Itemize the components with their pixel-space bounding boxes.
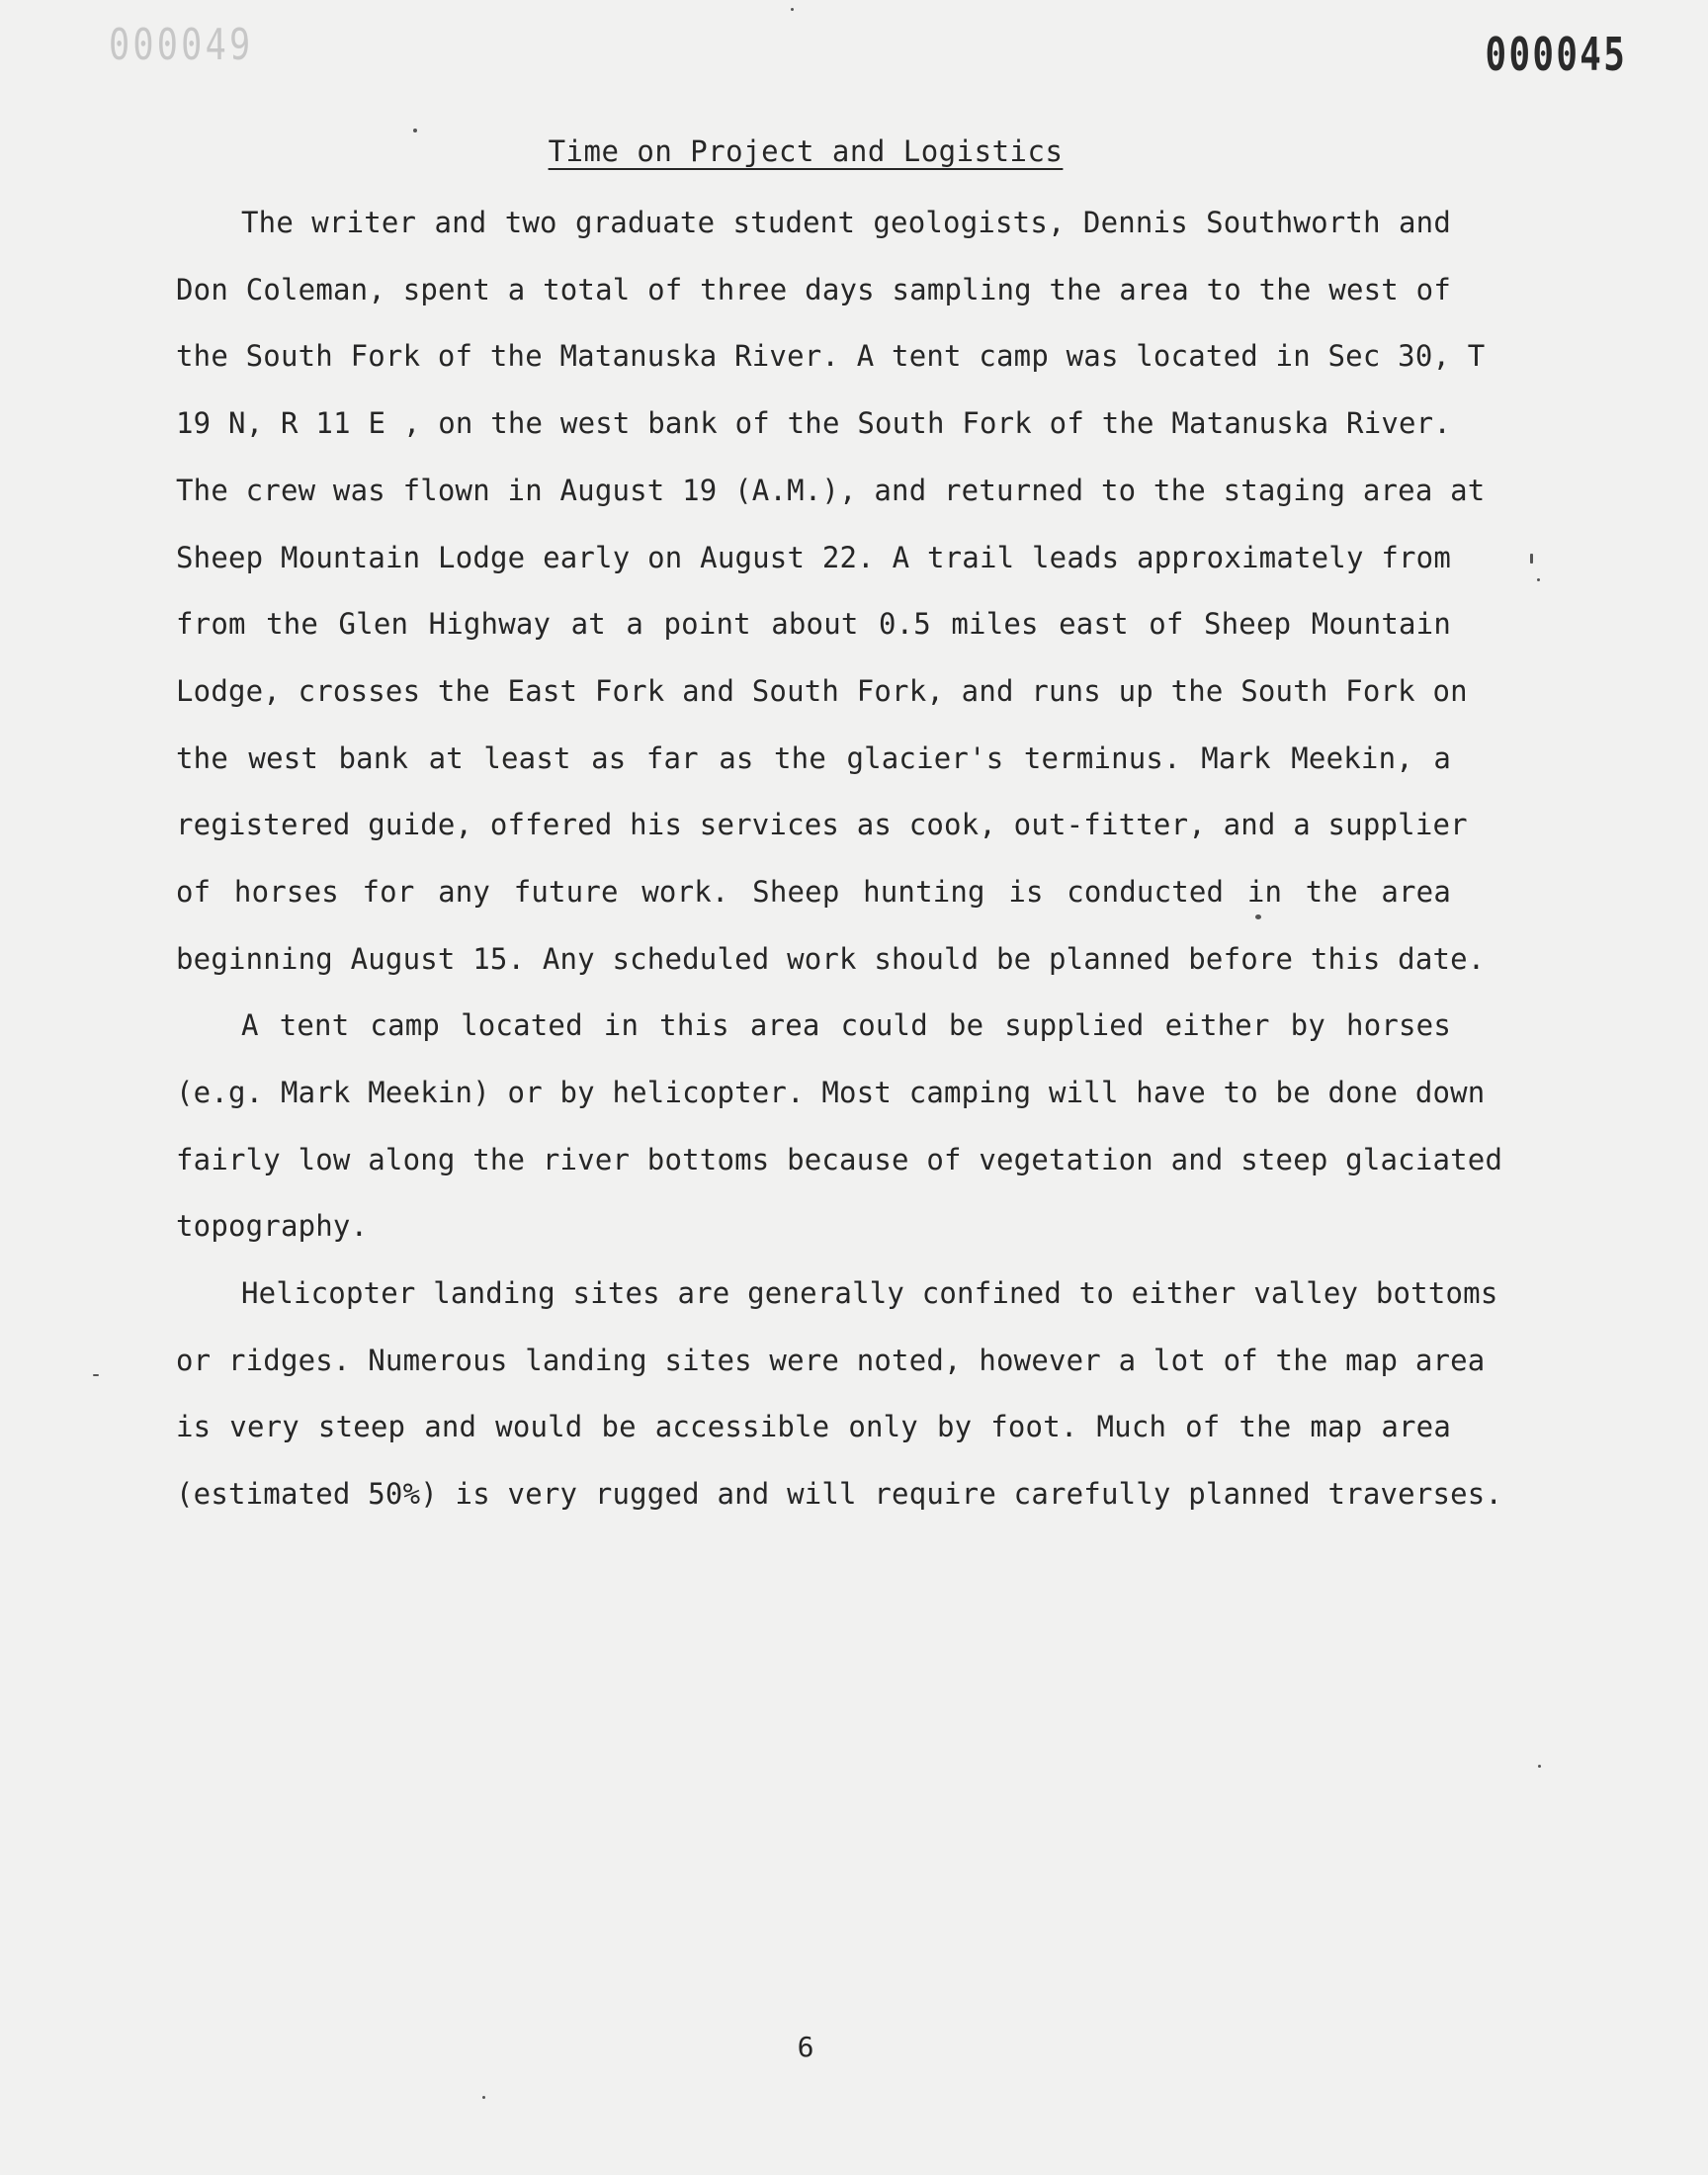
paragraph-3-line-3: is very steep and would be accessible only by foot. Much of the map area xyxy=(176,1410,1451,1443)
page-number: 6 xyxy=(797,2031,814,2063)
paragraph-1-line-9: the west bank at least as far as the glacier's terminus. Mark Meekin, a xyxy=(176,741,1451,775)
paragraph-1-line-3: the South Fork of the Matanuska River. A tent camp was located in Sec 30, T xyxy=(176,339,1486,373)
scan-speck xyxy=(791,8,794,11)
paragraph-3-line-1: Helicopter landing sites are generally confined to either valley bottoms xyxy=(241,1276,1498,1310)
paragraph-1-line-5: The crew was flown in August 19 (A.M.), and returned to the staging area at xyxy=(176,474,1486,507)
paragraph-1-line-1: The writer and two graduate student geologists, Dennis Southworth and xyxy=(241,206,1451,239)
paragraph-2-line-4: topography. xyxy=(176,1209,369,1243)
paragraph-3-line-4: (estimated 50%) is very rugged and will require carefully planned traverses. xyxy=(176,1477,1503,1511)
paragraph-3-line-2: or ridges. Numerous landing sites were noted, however a lot of the map area xyxy=(176,1344,1486,1377)
paragraph-2-line-1: A tent camp located in this area could be supplied either by horses xyxy=(241,1008,1451,1042)
paragraph-1-line-12: beginning August 15. Any scheduled work should be planned before this date. xyxy=(176,942,1486,976)
scan-speck xyxy=(1255,914,1261,919)
scan-speck xyxy=(93,1374,99,1376)
paragraph-1-line-7: from the Glen Highway at a point about 0.5 miles east of Sheep Mountain xyxy=(176,607,1451,641)
paragraph-1-line-4: 19 N, R 11 E , on the west bank of the South Fork of the Matanuska River. xyxy=(176,406,1451,440)
scan-speck xyxy=(1538,1765,1541,1768)
scan-speck xyxy=(413,129,417,132)
paragraph-1-line-11: of horses for any future work. Sheep hunting is conducted in the area xyxy=(176,875,1451,909)
section-title-text: Time on Project and Logistics xyxy=(548,134,1064,168)
paragraph-1-line-10: registered guide, offered his services as cook, out-fitter, and a supplier xyxy=(176,808,1468,841)
scan-speck xyxy=(482,2096,485,2099)
paragraph-2-line-2: (e.g. Mark Meekin) or by helicopter. Most camping will have to be done down xyxy=(176,1076,1486,1109)
section-title xyxy=(0,134,1611,168)
paragraph-2-line-3: fairly low along the river bottoms because of vegetation and steep glaciated xyxy=(176,1143,1503,1176)
scan-speck xyxy=(1530,554,1533,564)
faint-document-stamp: 000049 xyxy=(109,20,254,70)
paragraph-1-line-6: Sheep Mountain Lodge early on August 22. A trail leads approximately from xyxy=(176,541,1451,574)
document-number-stamp: 000045 xyxy=(1485,28,1627,81)
scan-speck xyxy=(1537,578,1540,581)
paragraph-1-line-8: Lodge, crosses the East Fork and South Fork, and runs up the South Fork on xyxy=(176,674,1468,708)
paragraph-1-line-2: Don Coleman, spent a total of three days sampling the area to the west of xyxy=(176,273,1451,306)
